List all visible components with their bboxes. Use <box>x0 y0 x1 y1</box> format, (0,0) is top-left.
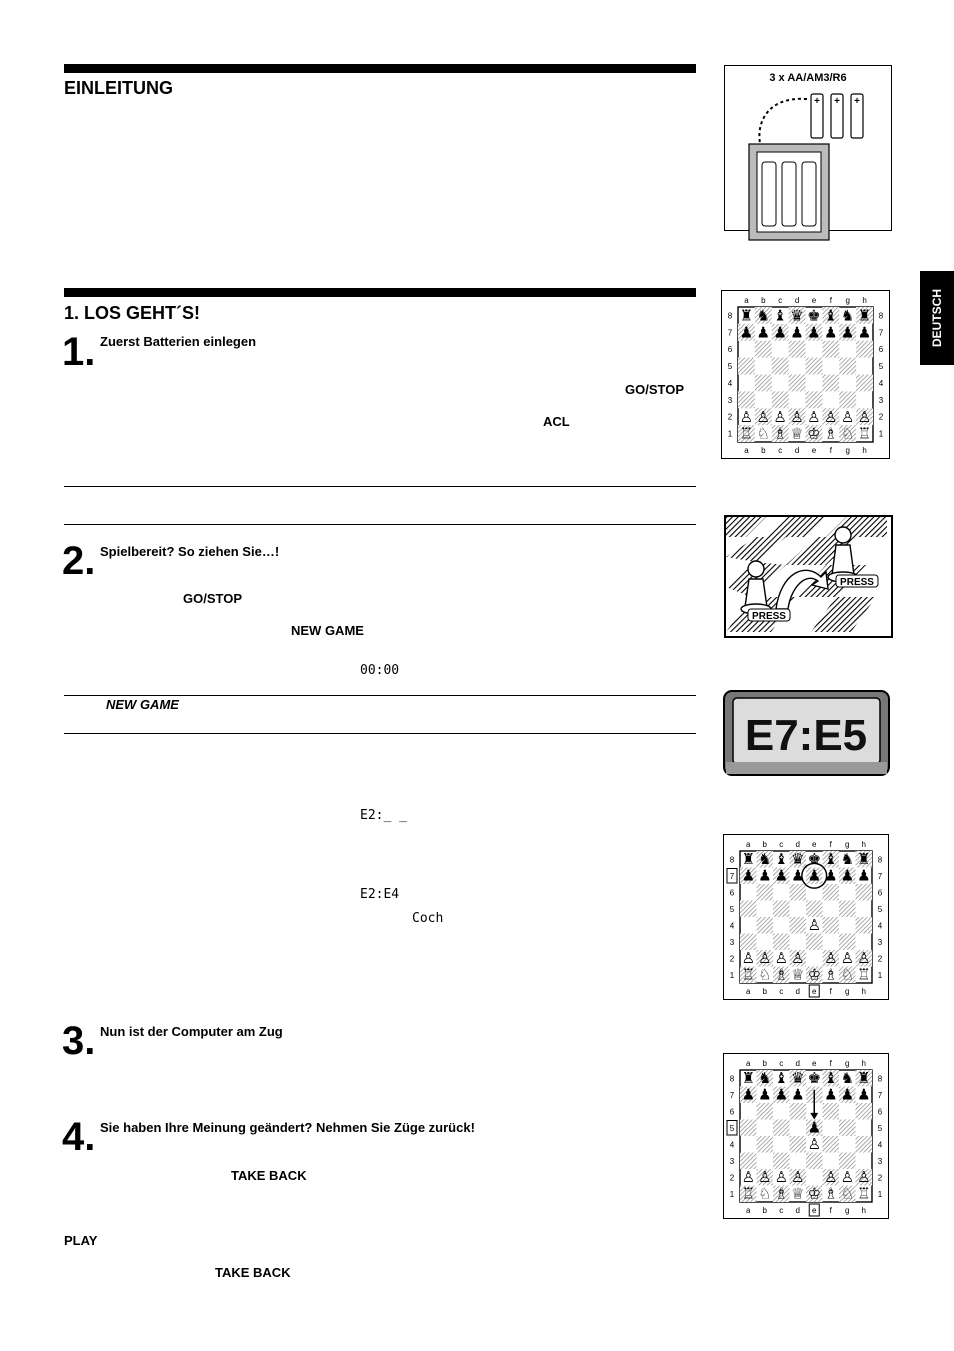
chess-piece: ♙ <box>807 1137 821 1154</box>
board-square <box>856 341 873 358</box>
chess-piece: ♙ <box>857 408 872 426</box>
chess-piece: ♖ <box>857 425 872 443</box>
board-square <box>757 1103 774 1120</box>
board-square <box>773 934 790 951</box>
board-square <box>856 1103 873 1120</box>
chess-piece: ♝ <box>824 852 838 869</box>
chess-piece: ♖ <box>741 967 755 984</box>
note-new-game: NEW GAME <box>106 697 179 712</box>
rank-label: 2 <box>729 1173 735 1183</box>
file-label: b <box>762 1206 767 1215</box>
file-label: e <box>811 296 817 305</box>
rank-label: 1 <box>729 970 735 980</box>
file-label: d <box>795 987 800 996</box>
rank-label: 1 <box>729 1189 735 1199</box>
rank-label: 5 <box>727 362 733 372</box>
step-4-title: Sie haben Ihre Meinung geändert? Nehmen Sie Züge zurück! <box>100 1120 475 1135</box>
section-heading-intro: EINLEITUNG <box>64 78 174 98</box>
chess-piece: ♔ <box>807 425 821 443</box>
board-square <box>839 1153 856 1170</box>
rank-label: 2 <box>729 954 735 964</box>
board-square <box>789 341 806 358</box>
file-label: e <box>812 987 817 996</box>
rank-label: 6 <box>729 888 735 898</box>
chess-piece: ♖ <box>741 1186 755 1203</box>
rank-label: 4 <box>877 1140 883 1150</box>
svg-text:+: + <box>854 96 860 107</box>
file-label: b <box>761 446 766 455</box>
board-square <box>822 341 839 358</box>
battery-label: 3 x AA/AM3/R6 <box>769 72 847 84</box>
file-label: g <box>845 446 850 455</box>
chess-piece: ♟ <box>790 324 804 342</box>
file-label: f <box>829 296 832 305</box>
rank-label: 6 <box>877 888 883 898</box>
keyword-take-back: TAKE BACK <box>231 1168 307 1183</box>
board-square <box>822 375 839 392</box>
board-square <box>806 1153 823 1170</box>
file-label: b <box>762 1059 767 1068</box>
chess-piece: ♟ <box>840 324 855 342</box>
rank-label: 6 <box>727 345 733 355</box>
chess-piece: ♙ <box>807 408 821 426</box>
chess-piece: ♝ <box>774 852 788 869</box>
chess-piece: ♗ <box>774 1186 788 1203</box>
divider <box>64 486 696 487</box>
chess-board-diagram <box>723 834 889 1000</box>
chess-piece: ♟ <box>774 868 788 885</box>
file-label: c <box>779 1206 784 1215</box>
section-heading-start: 1. LOS GEHT´S! <box>64 303 201 323</box>
file-label: h <box>861 987 866 996</box>
file-label: h <box>861 1059 866 1068</box>
chess-piece: ♘ <box>756 425 771 443</box>
file-label: c <box>779 987 784 996</box>
chess-piece: ♟ <box>758 868 772 885</box>
chess-piece: ♝ <box>824 307 838 325</box>
file-label: g <box>845 987 850 996</box>
board-square <box>823 1103 840 1120</box>
lcd-inline-coch: Coch <box>412 911 444 926</box>
file-label: c <box>779 840 784 849</box>
chess-piece: ♛ <box>791 852 805 869</box>
chess-piece: ♞ <box>840 1071 854 1088</box>
chess-piece: ♟ <box>791 868 805 885</box>
file-label: d <box>794 296 800 305</box>
lcd-inline-time: 00:00 <box>360 663 400 678</box>
chess-piece: ♟ <box>824 1087 838 1104</box>
rank-label: 3 <box>877 1156 883 1166</box>
keyword-take-back: TAKE BACK <box>215 1265 291 1280</box>
chess-piece: ♕ <box>790 425 804 443</box>
language-tab <box>920 271 954 365</box>
chess-piece: ♟ <box>807 324 821 342</box>
file-label: g <box>845 296 850 305</box>
section-rule-intro <box>64 64 696 73</box>
board-square <box>740 1120 757 1137</box>
file-label: a <box>746 1059 751 1068</box>
chess-piece: ♟ <box>758 1087 772 1104</box>
file-label: e <box>812 1206 817 1215</box>
chess-piece: ♙ <box>741 1170 755 1187</box>
file-label: d <box>795 1059 800 1068</box>
board-square <box>757 917 774 934</box>
board-square <box>806 934 823 951</box>
file-label: e <box>811 446 817 455</box>
board-square <box>839 391 856 408</box>
file-label: d <box>795 1206 800 1215</box>
board-square <box>823 917 840 934</box>
step-1-number: 1. <box>62 330 96 374</box>
board-square <box>740 901 757 918</box>
chess-piece: ♚ <box>807 852 821 869</box>
step-2-title: Spielbereit? So ziehen Sie…! <box>100 544 280 559</box>
keyword-go-stop: GO/STOP <box>625 382 684 397</box>
board-square <box>806 358 823 375</box>
board-square <box>806 901 823 918</box>
chess-piece: ♙ <box>756 408 771 426</box>
file-label: g <box>845 1206 850 1215</box>
chess-piece: ♘ <box>840 425 855 443</box>
chess-piece: ♗ <box>824 425 838 443</box>
chess-board-diagram <box>721 290 890 459</box>
rank-label: 5 <box>729 904 735 914</box>
file-label: a <box>744 296 749 305</box>
rank-label: 2 <box>877 954 883 964</box>
chess-piece: ♘ <box>758 967 772 984</box>
chess-piece: ♕ <box>791 967 805 984</box>
chess-piece: ♗ <box>774 967 788 984</box>
chess-piece: ♙ <box>739 408 754 426</box>
chess-piece: ♗ <box>824 1186 838 1203</box>
chess-piece: ♙ <box>840 951 854 968</box>
chess-piece: ♜ <box>857 852 871 869</box>
press-label: PRESS <box>752 611 786 622</box>
chess-piece: ♟ <box>741 868 755 885</box>
file-label: d <box>794 446 800 455</box>
chess-board-diagram <box>723 1053 889 1219</box>
chess-piece: ♔ <box>807 1186 821 1203</box>
file-label: h <box>861 1206 866 1215</box>
file-label: e <box>812 1059 817 1068</box>
chess-piece: ♙ <box>840 408 855 426</box>
board-square <box>755 341 772 358</box>
svg-text:+: + <box>814 96 820 107</box>
chess-piece: ♙ <box>857 1170 871 1187</box>
chess-piece: ♜ <box>857 307 872 325</box>
rank-label: 1 <box>727 429 733 439</box>
rank-label: 8 <box>729 1074 735 1084</box>
rank-label: 7 <box>729 871 735 881</box>
rank-label: 2 <box>877 1173 883 1183</box>
divider <box>64 733 696 734</box>
chess-piece: ♟ <box>857 868 871 885</box>
step-2-number: 2. <box>62 539 96 583</box>
chess-piece: ♝ <box>824 1071 838 1088</box>
lcd-inline-e2: E2:_ _ <box>360 808 407 823</box>
board-square <box>738 391 755 408</box>
press-move-figure <box>724 515 893 638</box>
file-label: h <box>862 296 867 305</box>
rank-label: 3 <box>727 395 733 405</box>
chess-piece: ♙ <box>790 408 804 426</box>
chess-piece: ♙ <box>824 951 838 968</box>
rank-label: 7 <box>727 328 733 338</box>
file-label: f <box>829 446 832 455</box>
chess-piece: ♙ <box>758 951 772 968</box>
file-label: c <box>778 446 783 455</box>
board-square <box>790 1136 807 1153</box>
file-label: c <box>778 296 783 305</box>
file-label: c <box>779 1059 784 1068</box>
svg-text:+: + <box>834 96 840 107</box>
board-square <box>773 1120 790 1137</box>
board-square <box>757 1136 774 1153</box>
file-label: a <box>746 987 751 996</box>
rank-label: 6 <box>877 1107 883 1117</box>
rank-label: 7 <box>877 1090 883 1100</box>
board-square <box>806 391 823 408</box>
file-label: e <box>812 840 817 849</box>
chess-piece: ♛ <box>791 1071 805 1088</box>
board-square <box>772 391 789 408</box>
file-label: a <box>746 840 751 849</box>
chess-piece: ♖ <box>857 967 871 984</box>
rank-label: 5 <box>878 362 884 372</box>
board-square <box>823 884 840 901</box>
step-3-number: 3. <box>62 1019 96 1063</box>
rank-label: 7 <box>878 328 884 338</box>
chess-piece: ♟ <box>739 324 754 342</box>
chess-piece: ♜ <box>741 1071 755 1088</box>
chess-piece: ♟ <box>791 1087 805 1104</box>
chess-piece: ♙ <box>774 1170 788 1187</box>
chess-piece: ♕ <box>791 1186 805 1203</box>
chess-piece: ♜ <box>741 852 755 869</box>
file-label: b <box>761 296 766 305</box>
lcd-inline-e2e4: E2:E4 <box>360 887 400 902</box>
chess-piece: ♙ <box>791 951 805 968</box>
rank-label: 2 <box>727 412 733 422</box>
rank-label: 8 <box>877 855 883 865</box>
chess-piece: ♟ <box>840 1087 854 1104</box>
step-4-number: 4. <box>62 1115 96 1159</box>
keyword-go-stop: GO/STOP <box>183 591 242 606</box>
chess-piece: ♜ <box>857 1071 871 1088</box>
board-square <box>856 917 873 934</box>
board-square <box>839 358 856 375</box>
board-square <box>790 1103 807 1120</box>
board-square <box>740 1153 757 1170</box>
chess-piece: ♘ <box>840 967 854 984</box>
rank-label: 8 <box>877 1074 883 1084</box>
chess-piece: ♛ <box>790 307 804 325</box>
chess-piece: ♟ <box>857 1087 871 1104</box>
chess-piece: ♙ <box>774 951 788 968</box>
board-square <box>757 884 774 901</box>
file-label: a <box>746 1206 751 1215</box>
board-square <box>773 901 790 918</box>
file-label: f <box>829 1059 832 1068</box>
board-square <box>856 375 873 392</box>
file-label: d <box>795 840 800 849</box>
chess-piece: ♞ <box>758 1071 772 1088</box>
rank-label: 4 <box>727 378 733 388</box>
rank-label: 8 <box>727 311 733 321</box>
rank-label: 6 <box>878 345 884 355</box>
chess-piece: ♞ <box>840 852 854 869</box>
chess-piece: ♙ <box>758 1170 772 1187</box>
board-square <box>839 934 856 951</box>
file-label: h <box>862 446 867 455</box>
rank-label: 3 <box>729 1156 735 1166</box>
rank-label: 3 <box>729 937 735 947</box>
board-square <box>755 375 772 392</box>
chess-piece: ♟ <box>840 868 854 885</box>
rank-label: 3 <box>878 395 884 405</box>
chess-piece: ♖ <box>739 425 754 443</box>
chess-piece: ♟ <box>756 324 771 342</box>
chess-piece: ♟ <box>773 324 787 342</box>
rank-label: 1 <box>878 429 884 439</box>
chess-piece: ♗ <box>824 967 838 984</box>
chess-piece: ♚ <box>807 1071 821 1088</box>
chess-piece: ♝ <box>774 1071 788 1088</box>
keyword-play: PLAY <box>64 1233 98 1248</box>
rank-label: 4 <box>729 1140 735 1150</box>
chess-piece: ♙ <box>791 1170 805 1187</box>
rank-label: 1 <box>877 970 883 980</box>
chess-piece: ♙ <box>807 918 821 935</box>
chess-piece: ♖ <box>857 1186 871 1203</box>
divider <box>64 695 696 696</box>
chess-piece: ♜ <box>739 307 754 325</box>
chess-piece: ♘ <box>840 1186 854 1203</box>
file-label: g <box>845 1059 850 1068</box>
board-square <box>856 884 873 901</box>
chess-piece: ♟ <box>807 1120 821 1137</box>
chess-piece: ♟ <box>741 1087 755 1104</box>
divider <box>64 524 696 525</box>
step-3-title: Nun ist der Computer am Zug <box>100 1024 283 1039</box>
board-square <box>790 884 807 901</box>
chess-piece: ♟ <box>774 1087 788 1104</box>
chess-piece: ♙ <box>824 1170 838 1187</box>
rank-label: 2 <box>878 412 884 422</box>
board-square <box>789 375 806 392</box>
chess-piece: ♞ <box>758 852 772 869</box>
rank-label: 3 <box>877 937 883 947</box>
rank-label: 5 <box>877 1123 883 1133</box>
chess-piece: ♙ <box>824 408 838 426</box>
file-label: f <box>829 987 832 996</box>
language-tab-label: DEUTSCH <box>930 288 945 348</box>
chess-piece: ♙ <box>773 408 787 426</box>
board-square <box>823 1136 840 1153</box>
rank-label: 8 <box>878 311 884 321</box>
file-label: b <box>762 987 767 996</box>
chess-piece: ♟ <box>824 324 838 342</box>
rank-label: 4 <box>878 378 884 388</box>
chess-piece: ♞ <box>840 307 855 325</box>
rank-label: 4 <box>729 921 735 931</box>
section-rule-start <box>64 288 696 297</box>
board-square <box>738 358 755 375</box>
chess-piece: ♝ <box>773 307 787 325</box>
chess-piece: ♘ <box>758 1186 772 1203</box>
board-square <box>772 358 789 375</box>
file-label: h <box>861 840 866 849</box>
chess-piece: ♟ <box>807 868 821 885</box>
chess-piece: ♚ <box>807 307 821 325</box>
rank-label: 7 <box>729 1090 735 1100</box>
board-square <box>839 1120 856 1137</box>
rank-label: 6 <box>729 1107 735 1117</box>
chess-piece: ♗ <box>773 425 787 443</box>
file-label: g <box>845 840 850 849</box>
chess-piece: ♙ <box>741 951 755 968</box>
rank-label: 1 <box>877 1189 883 1199</box>
keyword-new-game: NEW GAME <box>291 623 364 638</box>
keyword-acl: ACL <box>543 414 570 429</box>
rank-label: 4 <box>877 921 883 931</box>
rank-label: 7 <box>877 871 883 881</box>
board-square <box>790 917 807 934</box>
file-label: f <box>829 1206 832 1215</box>
board-square <box>740 934 757 951</box>
board-square <box>856 1136 873 1153</box>
chess-piece: ♙ <box>840 1170 854 1187</box>
board-square <box>839 901 856 918</box>
chess-piece: ♞ <box>756 307 771 325</box>
press-label: PRESS <box>840 577 874 588</box>
step-1-title: Zuerst Batterien einlegen <box>100 334 257 349</box>
rank-label: 5 <box>729 1123 735 1133</box>
chess-piece: ♟ <box>824 868 838 885</box>
board-square <box>773 1153 790 1170</box>
rank-label: 5 <box>877 904 883 914</box>
rank-label: 8 <box>729 855 735 865</box>
chess-piece: ♟ <box>857 324 872 342</box>
chess-piece: ♔ <box>807 967 821 984</box>
file-label: b <box>762 840 767 849</box>
lcd-display-text: E7:E5 <box>744 711 868 760</box>
chess-piece: ♙ <box>857 951 871 968</box>
file-label: f <box>829 840 832 849</box>
file-label: a <box>744 446 749 455</box>
battery-figure <box>724 65 892 231</box>
lcd-display-figure <box>723 690 890 776</box>
